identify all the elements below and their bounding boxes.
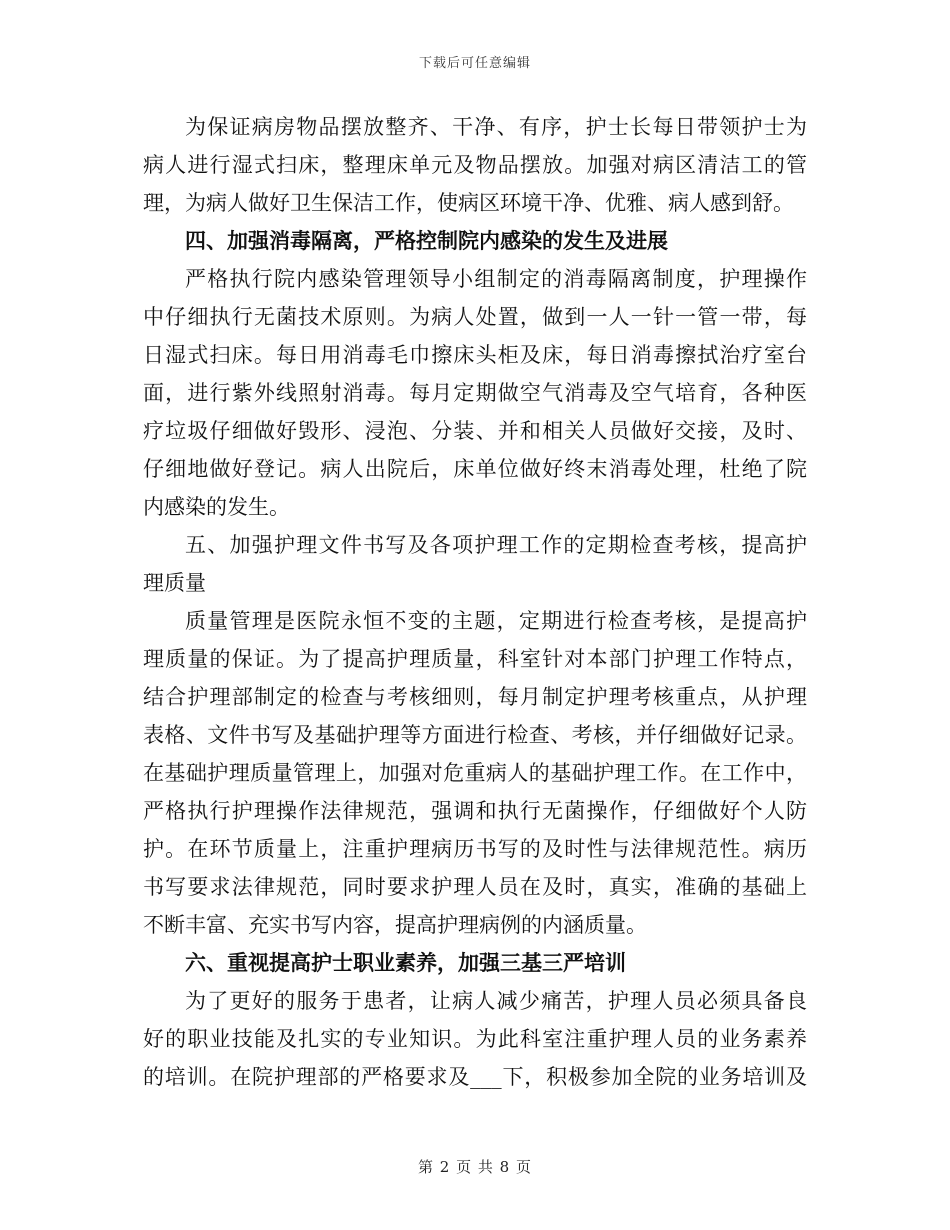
- paragraph-line: 书写要求法律规范，同时要求护理人员在及时，真实，准确的基础上: [143, 875, 807, 899]
- paragraph-line: 病人进行湿式扫床，整理床单元及物品摆放。加强对病区清洁工的管: [143, 153, 807, 177]
- section-heading-5-cont: 理质量: [143, 571, 206, 595]
- paragraph-line: 的培训。在院护理部的严格要求及___下，积极参加全院的业务培训及: [143, 1065, 807, 1089]
- section-heading-4: 四、加强消毒隔离，严格控制院内感染的发生及进展: [185, 228, 668, 253]
- paragraph-line: 严格执行院内感染管理领导小组制定的消毒隔离制度，护理操作: [185, 267, 807, 291]
- paragraph-line: 日湿式扫床。每日用消毒毛巾擦床头柜及床，每日消毒擦拭治疗室台: [143, 343, 807, 367]
- paragraph-line: 疗垃圾仔细做好毁形、浸泡、分装、并和相关人员做好交接，及时、: [143, 419, 807, 443]
- paragraph-line: 不断丰富、充实书写内容，提高护理病例的内涵质量。: [143, 913, 647, 937]
- paragraph-line: 护。在环节质量上，注重护理病历书写的及时性与法律规范性。病历: [143, 837, 807, 861]
- paragraph-line: 好的职业技能及扎实的专业知识。为此科室注重护理人员的业务素养: [143, 1027, 807, 1051]
- paragraph-line: 严格执行护理操作法律规范，强调和执行无菌操作，仔细做好个人防: [143, 799, 807, 823]
- page-number: 第 2 页 共 8 页: [418, 1158, 532, 1176]
- document-body: [143, 108, 807, 1096]
- paragraph-line: 为保证病房物品摆放整齐、干净、有序，护士长每日带领护士为: [185, 115, 807, 139]
- paragraph-line: 质量管理是医院永恒不变的主题，定期进行检查考核，是提高护: [185, 609, 807, 633]
- paragraph-line: 内感染的发生。: [143, 495, 290, 519]
- paragraph-line: 仔细地做好登记。病人出院后，床单位做好终末消毒处理，杜绝了院: [143, 457, 807, 481]
- header-note: 下载后可任意编辑: [418, 56, 531, 71]
- paragraph-line: 理，为病人做好卫生保洁工作，使病区环境干净、优雅、病人感到舒。: [143, 191, 794, 215]
- paragraph-line: 中仔细执行无菌技术原则。为病人处置，做到一人一针一管一带，每: [143, 305, 807, 329]
- paragraph-line: 结合护理部制定的检查与考核细则，每月制定护理考核重点，从护理: [143, 685, 807, 709]
- paragraph-line: 表格、文件书写及基础护理等方面进行检查、考核，并仔细做好记录。: [143, 723, 807, 747]
- section-heading-6: 六、重视提高护士职业素养，加强三基三严培训: [185, 950, 626, 975]
- paragraph-line: 理质量的保证。为了提高护理质量，科室针对本部门护理工作特点，: [143, 647, 807, 671]
- paragraph-line: 面，进行紫外线照射消毒。每月定期做空气消毒及空气培育，各种医: [143, 381, 807, 405]
- section-heading-5: 五、加强护理文件书写及各项护理工作的定期检查考核，提高护: [185, 533, 807, 557]
- paragraph-line: 为了更好的服务于患者，让病人减少痛苦，护理人员必须具备良: [185, 989, 807, 1013]
- paragraph-line: 在基础护理质量管理上，加强对危重病人的基础护理工作。在工作中，: [143, 761, 807, 785]
